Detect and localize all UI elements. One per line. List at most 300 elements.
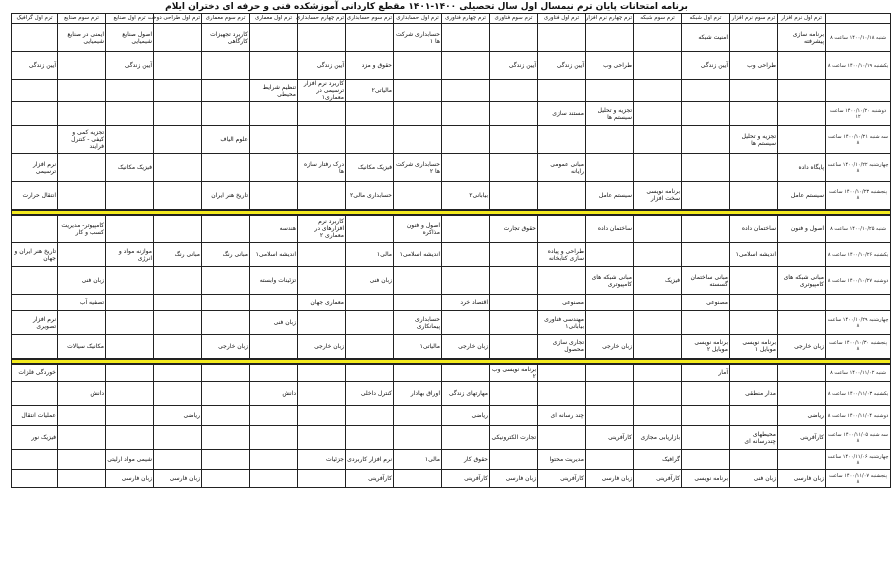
course-cell: آیین زندگی	[12, 52, 58, 80]
course-cell: تجزیه و تحلیل سیستم ها	[730, 126, 778, 154]
header-column: ترم سوم حسابداری	[346, 14, 394, 24]
header-date	[826, 14, 891, 24]
course-cell	[778, 126, 826, 154]
course-cell	[58, 80, 106, 102]
course-cell: کاربرد نرم افزار ترسیمی در معماری۱	[298, 80, 346, 102]
course-cell: اصول و فنون مذاکره	[394, 215, 442, 243]
course-cell: فیزیک مکانیک	[346, 154, 394, 182]
course-cell	[58, 406, 106, 426]
course-cell: مالیاتی۱	[394, 335, 442, 359]
course-cell	[106, 126, 154, 154]
course-cell: برنامه سازی پیشرفته	[778, 24, 826, 52]
table-row	[12, 243, 891, 267]
course-cell: حسابداری شرکت ها ۱	[394, 24, 442, 52]
table-row	[12, 80, 891, 102]
course-cell	[586, 311, 634, 335]
course-cell: برنامه نویسی موبایل ۱	[730, 335, 778, 359]
course-cell	[202, 450, 250, 470]
course-cell: اقتصاد خرد	[442, 295, 490, 311]
course-cell	[394, 426, 442, 450]
course-cell	[346, 311, 394, 335]
course-cell	[154, 311, 202, 335]
course-cell: ساختمان داده	[730, 215, 778, 243]
course-cell: مصنوعی	[682, 295, 730, 311]
course-cell	[250, 102, 298, 126]
course-cell	[394, 267, 442, 295]
course-cell: بیابانی۲	[442, 182, 490, 210]
course-cell	[490, 450, 538, 470]
course-cell	[12, 215, 58, 243]
header-column: ترم اول نرم افزار	[778, 14, 826, 24]
course-cell: درک رفتار سازه ها	[298, 154, 346, 182]
date-cell: چهارشنبه ۱۴۰۰/۱۱/۰۶ ساعت ۸	[826, 450, 891, 470]
course-cell	[12, 335, 58, 359]
course-cell: زبان فارسی	[778, 470, 826, 488]
course-cell	[106, 295, 154, 311]
course-cell: کنترل داخلی	[346, 382, 394, 406]
course-cell	[154, 24, 202, 52]
course-cell: برنامه نویسی وب ۲	[490, 364, 538, 382]
course-cell	[778, 450, 826, 470]
course-cell	[202, 52, 250, 80]
course-cell: سیستم عامل	[586, 182, 634, 210]
course-cell: کاربرد تجهیزات کارگاهی	[202, 24, 250, 52]
course-cell	[154, 267, 202, 295]
course-cell: تزئینات وابسته	[250, 267, 298, 295]
course-cell	[202, 80, 250, 102]
header-column: ترم اول صنایع	[106, 14, 154, 24]
course-cell: حسابداری پیمانکاری	[394, 311, 442, 335]
course-cell	[202, 295, 250, 311]
course-cell: فیزیک مکانیک	[106, 154, 154, 182]
course-cell: علوم الیاف	[202, 126, 250, 154]
course-cell	[442, 215, 490, 243]
course-cell	[154, 126, 202, 154]
course-cell	[490, 267, 538, 295]
course-cell	[538, 80, 586, 102]
table-row	[12, 154, 891, 182]
course-cell: مالیاتی۲	[346, 80, 394, 102]
course-cell	[106, 267, 154, 295]
course-cell	[538, 364, 586, 382]
course-cell: مدیریت محتوا	[538, 450, 586, 470]
course-cell	[682, 426, 730, 450]
course-cell	[346, 364, 394, 382]
course-cell: ریاضی	[154, 406, 202, 426]
course-cell	[490, 154, 538, 182]
course-cell	[586, 382, 634, 406]
course-cell	[730, 102, 778, 126]
course-cell: مکانیک سیالات	[58, 335, 106, 359]
course-cell: تجارت الکترونیکی	[490, 426, 538, 450]
course-cell	[730, 24, 778, 52]
course-cell	[298, 311, 346, 335]
course-cell: دانش	[250, 382, 298, 406]
course-cell	[586, 406, 634, 426]
course-cell	[298, 364, 346, 382]
course-cell	[106, 215, 154, 243]
course-cell: ایمنی در صنایع شیمیایی	[58, 24, 106, 52]
course-cell	[346, 406, 394, 426]
course-cell	[490, 80, 538, 102]
course-cell	[106, 182, 154, 210]
course-cell: حسابداری شرکت ها ۲	[394, 154, 442, 182]
course-cell: مبانی شبکه های کامپیوتری	[586, 267, 634, 295]
course-cell	[154, 382, 202, 406]
course-cell: گرافیک	[634, 450, 682, 470]
course-cell	[634, 335, 682, 359]
course-cell: اوراق بهادار	[394, 382, 442, 406]
course-cell: نرم افزار کاربردی	[346, 450, 394, 470]
course-cell	[538, 382, 586, 406]
course-cell	[634, 215, 682, 243]
course-cell	[634, 154, 682, 182]
header-column: ترم اول فناوری	[538, 14, 586, 24]
course-cell	[682, 154, 730, 182]
course-cell	[298, 426, 346, 450]
course-cell	[394, 102, 442, 126]
course-cell	[682, 182, 730, 210]
course-cell	[490, 335, 538, 359]
header-column: ترم اول حسابداری	[394, 14, 442, 24]
course-cell	[778, 243, 826, 267]
course-cell: مالی۱	[394, 450, 442, 470]
course-cell	[58, 52, 106, 80]
course-cell	[298, 24, 346, 52]
course-cell: جزئیات	[298, 450, 346, 470]
course-cell	[490, 295, 538, 311]
course-cell	[12, 267, 58, 295]
course-cell	[202, 382, 250, 406]
course-cell	[106, 364, 154, 382]
course-cell: معماری جهان	[298, 295, 346, 311]
course-cell	[346, 426, 394, 450]
course-cell	[730, 311, 778, 335]
course-cell	[490, 182, 538, 210]
course-cell: برنامه نویسی موبایل ۲	[682, 335, 730, 359]
course-cell: کارآفرینی	[586, 426, 634, 450]
course-cell: زبان فارسی	[586, 470, 634, 488]
course-cell: فیزیک نور	[12, 426, 58, 450]
course-cell: زبان فنی	[346, 267, 394, 295]
table-row	[12, 126, 891, 154]
course-cell	[490, 382, 538, 406]
course-cell	[58, 243, 106, 267]
course-cell: مبانی رنگ	[154, 243, 202, 267]
date-cell: پنجشنبه ۱۴۰۰/۱۰/۲۳ ساعت ۸	[826, 182, 891, 210]
course-cell	[682, 311, 730, 335]
course-cell	[12, 102, 58, 126]
date-cell: پنجشنبه ۱۴۰۰/۱۰/۳۰ ساعت ۸	[826, 335, 891, 359]
course-cell	[730, 406, 778, 426]
course-cell	[346, 215, 394, 243]
course-cell	[12, 24, 58, 52]
course-cell	[298, 126, 346, 154]
course-cell: زبان فارسی	[154, 470, 202, 488]
course-cell	[586, 450, 634, 470]
course-cell: حسابداری مالی۲	[346, 182, 394, 210]
course-cell: مستند سازی	[538, 102, 586, 126]
table-row	[12, 426, 891, 450]
course-cell: اندیشه اسلامی۱	[250, 243, 298, 267]
course-cell: مالی۱	[346, 243, 394, 267]
course-cell	[106, 382, 154, 406]
header-column: ترم سوم معماری	[202, 14, 250, 24]
date-cell: دوشنبه ۱۴۰۰/۱۱/۰۴ ساعت ۸	[826, 406, 891, 426]
date-cell: سه شنبه ۱۴۰۰/۱۰/۲۱ ساعت ۸	[826, 126, 891, 154]
course-cell: زبان فنی	[730, 470, 778, 488]
course-cell: مدار منطقی	[730, 382, 778, 406]
course-cell	[586, 80, 634, 102]
course-cell	[442, 80, 490, 102]
course-cell: تاریخ هنر ایران و جهان	[12, 243, 58, 267]
course-cell: اندیشه اسلامی۱	[730, 243, 778, 267]
course-cell: زبان فارسی	[490, 470, 538, 488]
course-cell	[778, 52, 826, 80]
header-column: ترم سوم نرم افزار	[730, 14, 778, 24]
course-cell	[682, 450, 730, 470]
course-cell	[106, 102, 154, 126]
course-cell	[250, 426, 298, 450]
course-cell: زبان خارجی	[442, 335, 490, 359]
course-cell	[106, 335, 154, 359]
course-cell	[154, 335, 202, 359]
course-cell	[154, 52, 202, 80]
course-cell: آیین زندگی	[538, 52, 586, 80]
course-cell	[250, 335, 298, 359]
date-cell: دوشنبه ۱۴۰۰/۱۰/۲۰ ساعت ۱۲	[826, 102, 891, 126]
course-cell: پایگاه داده	[778, 154, 826, 182]
course-cell	[634, 311, 682, 335]
course-cell	[202, 426, 250, 450]
course-cell: کارآفرینی	[538, 470, 586, 488]
course-cell	[442, 154, 490, 182]
course-cell	[58, 311, 106, 335]
course-cell	[730, 295, 778, 311]
course-cell	[106, 80, 154, 102]
header-column: ترم سوم شبکه	[634, 14, 682, 24]
table-row	[12, 311, 891, 335]
course-cell	[250, 52, 298, 80]
course-cell	[538, 426, 586, 450]
course-cell	[154, 215, 202, 243]
course-cell	[490, 102, 538, 126]
course-cell	[730, 80, 778, 102]
course-cell: تجزیه کمی و کیفی - کنترل فرایند	[58, 126, 106, 154]
course-cell	[586, 126, 634, 154]
course-cell	[250, 364, 298, 382]
course-cell	[298, 182, 346, 210]
course-cell	[682, 102, 730, 126]
course-cell	[58, 426, 106, 450]
course-cell: اندیشه اسلامی۱	[394, 243, 442, 267]
course-cell	[442, 102, 490, 126]
course-cell	[394, 52, 442, 80]
table-row	[12, 450, 891, 470]
course-cell: کاربرد نرم افزارهای در معماری ۲	[298, 215, 346, 243]
course-cell	[154, 295, 202, 311]
course-cell	[778, 382, 826, 406]
course-cell	[586, 295, 634, 311]
course-cell: مبانی عمومی رایانه	[538, 154, 586, 182]
course-cell: تجاری سازی محصول	[538, 335, 586, 359]
course-cell	[202, 470, 250, 488]
course-cell	[394, 295, 442, 311]
course-cell	[346, 335, 394, 359]
date-cell: دوشنبه ۱۴۰۰/۱۰/۲۷ ساعت ۸	[826, 267, 891, 295]
course-cell: آیین زندگی	[682, 52, 730, 80]
course-cell: فیزیک	[634, 267, 682, 295]
course-cell: کامپیوتر- مدیریت کسب و کار	[58, 215, 106, 243]
course-cell	[250, 406, 298, 426]
course-cell: شیمی مواد ارلیتی	[106, 450, 154, 470]
course-cell	[634, 243, 682, 267]
course-cell	[730, 364, 778, 382]
date-cell: شنبه ۱۴۰۰/۱۰/۱۸ ساعت ۸	[826, 24, 891, 52]
exam-schedule-table	[11, 13, 891, 488]
course-cell: ساختمان داده	[586, 215, 634, 243]
course-cell	[58, 102, 106, 126]
page-title: برنامه امتحانات پایان ترم نیمسال اول سال تحصیلی ۱۴۰۰-۱۴۰۱ مقطع کاردانی آموزشکده فنی و حرفه ای دختران ایلام	[165, 2, 688, 12]
course-cell: عملیات انتقال	[12, 406, 58, 426]
course-cell	[394, 182, 442, 210]
course-cell	[202, 406, 250, 426]
course-cell	[154, 102, 202, 126]
course-cell: خوردگی فلزات	[12, 364, 58, 382]
course-cell	[442, 52, 490, 80]
table-row	[12, 406, 891, 426]
table-row	[12, 182, 891, 210]
table-row	[12, 364, 891, 382]
course-cell	[778, 295, 826, 311]
course-cell	[634, 52, 682, 80]
course-cell	[778, 311, 826, 335]
course-cell	[58, 182, 106, 210]
course-cell	[12, 80, 58, 102]
course-cell	[250, 154, 298, 182]
course-cell	[442, 426, 490, 450]
course-cell	[490, 243, 538, 267]
course-cell	[12, 126, 58, 154]
course-cell	[12, 382, 58, 406]
course-cell: دانش	[58, 382, 106, 406]
course-cell	[394, 364, 442, 382]
course-cell	[730, 154, 778, 182]
course-cell	[490, 311, 538, 335]
course-cell	[634, 102, 682, 126]
course-cell: مهندسی فناوری بیابانی۱	[538, 311, 586, 335]
table-row	[12, 52, 891, 80]
course-cell: تنظیم شرایط محیطی	[250, 80, 298, 102]
course-cell	[586, 24, 634, 52]
header-column: ترم سوم صنایع	[58, 14, 106, 24]
date-cell: شنبه ۱۴۰۰/۱۰/۲۵ ساعت ۸	[826, 215, 891, 243]
course-cell: آیین زندگی	[106, 52, 154, 80]
course-cell: طراحی وب	[586, 52, 634, 80]
date-cell: سه شنبه ۱۴۰۰/۱۱/۰۵ ساعت ۸	[826, 426, 891, 450]
course-cell	[442, 311, 490, 335]
course-cell: زبان فنی	[58, 267, 106, 295]
course-cell: برنامه نویسی	[682, 470, 730, 488]
course-cell: طراحی و پیاده سازی کتابخانه	[538, 243, 586, 267]
course-cell: هندسه	[250, 215, 298, 243]
course-cell: مبانی ساختمان گسسته	[682, 267, 730, 295]
table-row	[12, 335, 891, 359]
course-cell: کارآفرینی	[346, 470, 394, 488]
table-header-row	[12, 14, 891, 24]
course-cell	[682, 382, 730, 406]
course-cell	[634, 24, 682, 52]
course-cell: زبان فارسی	[106, 470, 154, 488]
course-cell	[634, 80, 682, 102]
course-cell: تصفیه آب	[58, 295, 106, 311]
course-cell	[634, 295, 682, 311]
course-cell: مبانی شبکه های کامپیوتری	[778, 267, 826, 295]
header-column: ترم چهارم فناوری	[442, 14, 490, 24]
course-cell	[730, 450, 778, 470]
course-cell	[634, 126, 682, 154]
course-cell	[202, 267, 250, 295]
date-cell: چهارشنبه ۱۴۰۰/۱۰/۲۹ ساعت ۸	[826, 311, 891, 335]
date-cell: یکشنبه ۱۴۰۰/۱۱/۰۳ ساعت ۸	[826, 382, 891, 406]
course-cell: محیطهای چندرسانه ای	[730, 426, 778, 450]
course-cell: زبان خارجی	[778, 335, 826, 359]
course-cell	[298, 382, 346, 406]
course-cell	[682, 126, 730, 154]
course-cell	[682, 215, 730, 243]
course-cell	[154, 182, 202, 210]
course-cell	[58, 364, 106, 382]
course-cell: بازاریابی مجازی	[634, 426, 682, 450]
course-cell	[298, 243, 346, 267]
course-cell	[250, 182, 298, 210]
course-cell	[538, 182, 586, 210]
table-row	[12, 24, 891, 52]
course-cell: مبانی رنگ	[202, 243, 250, 267]
course-cell	[538, 267, 586, 295]
course-cell	[202, 364, 250, 382]
course-cell	[298, 470, 346, 488]
course-cell: اصول صنایع شیمیایی	[106, 24, 154, 52]
course-cell	[154, 364, 202, 382]
course-cell	[442, 243, 490, 267]
course-cell: آیین زندگی	[298, 52, 346, 80]
course-cell	[106, 426, 154, 450]
date-cell: شنبه ۱۴۰۰/۱۱/۰۲ ساعت ۸	[826, 364, 891, 382]
course-cell	[490, 24, 538, 52]
course-cell	[634, 382, 682, 406]
course-cell: زبان فنی	[250, 311, 298, 335]
course-cell	[346, 24, 394, 52]
date-cell	[826, 295, 891, 311]
course-cell	[778, 102, 826, 126]
course-cell	[202, 154, 250, 182]
date-cell	[826, 80, 891, 102]
course-cell	[58, 154, 106, 182]
course-cell: برنامه نویسی سخت افزار	[634, 182, 682, 210]
course-cell: حقوق کار	[442, 450, 490, 470]
course-cell	[778, 80, 826, 102]
course-cell	[586, 154, 634, 182]
header-column: ترم سوم فناوری	[490, 14, 538, 24]
course-cell	[586, 364, 634, 382]
header-column: ترم اول گرافیک	[12, 14, 58, 24]
course-cell	[778, 364, 826, 382]
table-row	[12, 295, 891, 311]
course-cell	[250, 24, 298, 52]
course-cell	[538, 126, 586, 154]
course-cell: حقوق و مزد	[346, 52, 394, 80]
